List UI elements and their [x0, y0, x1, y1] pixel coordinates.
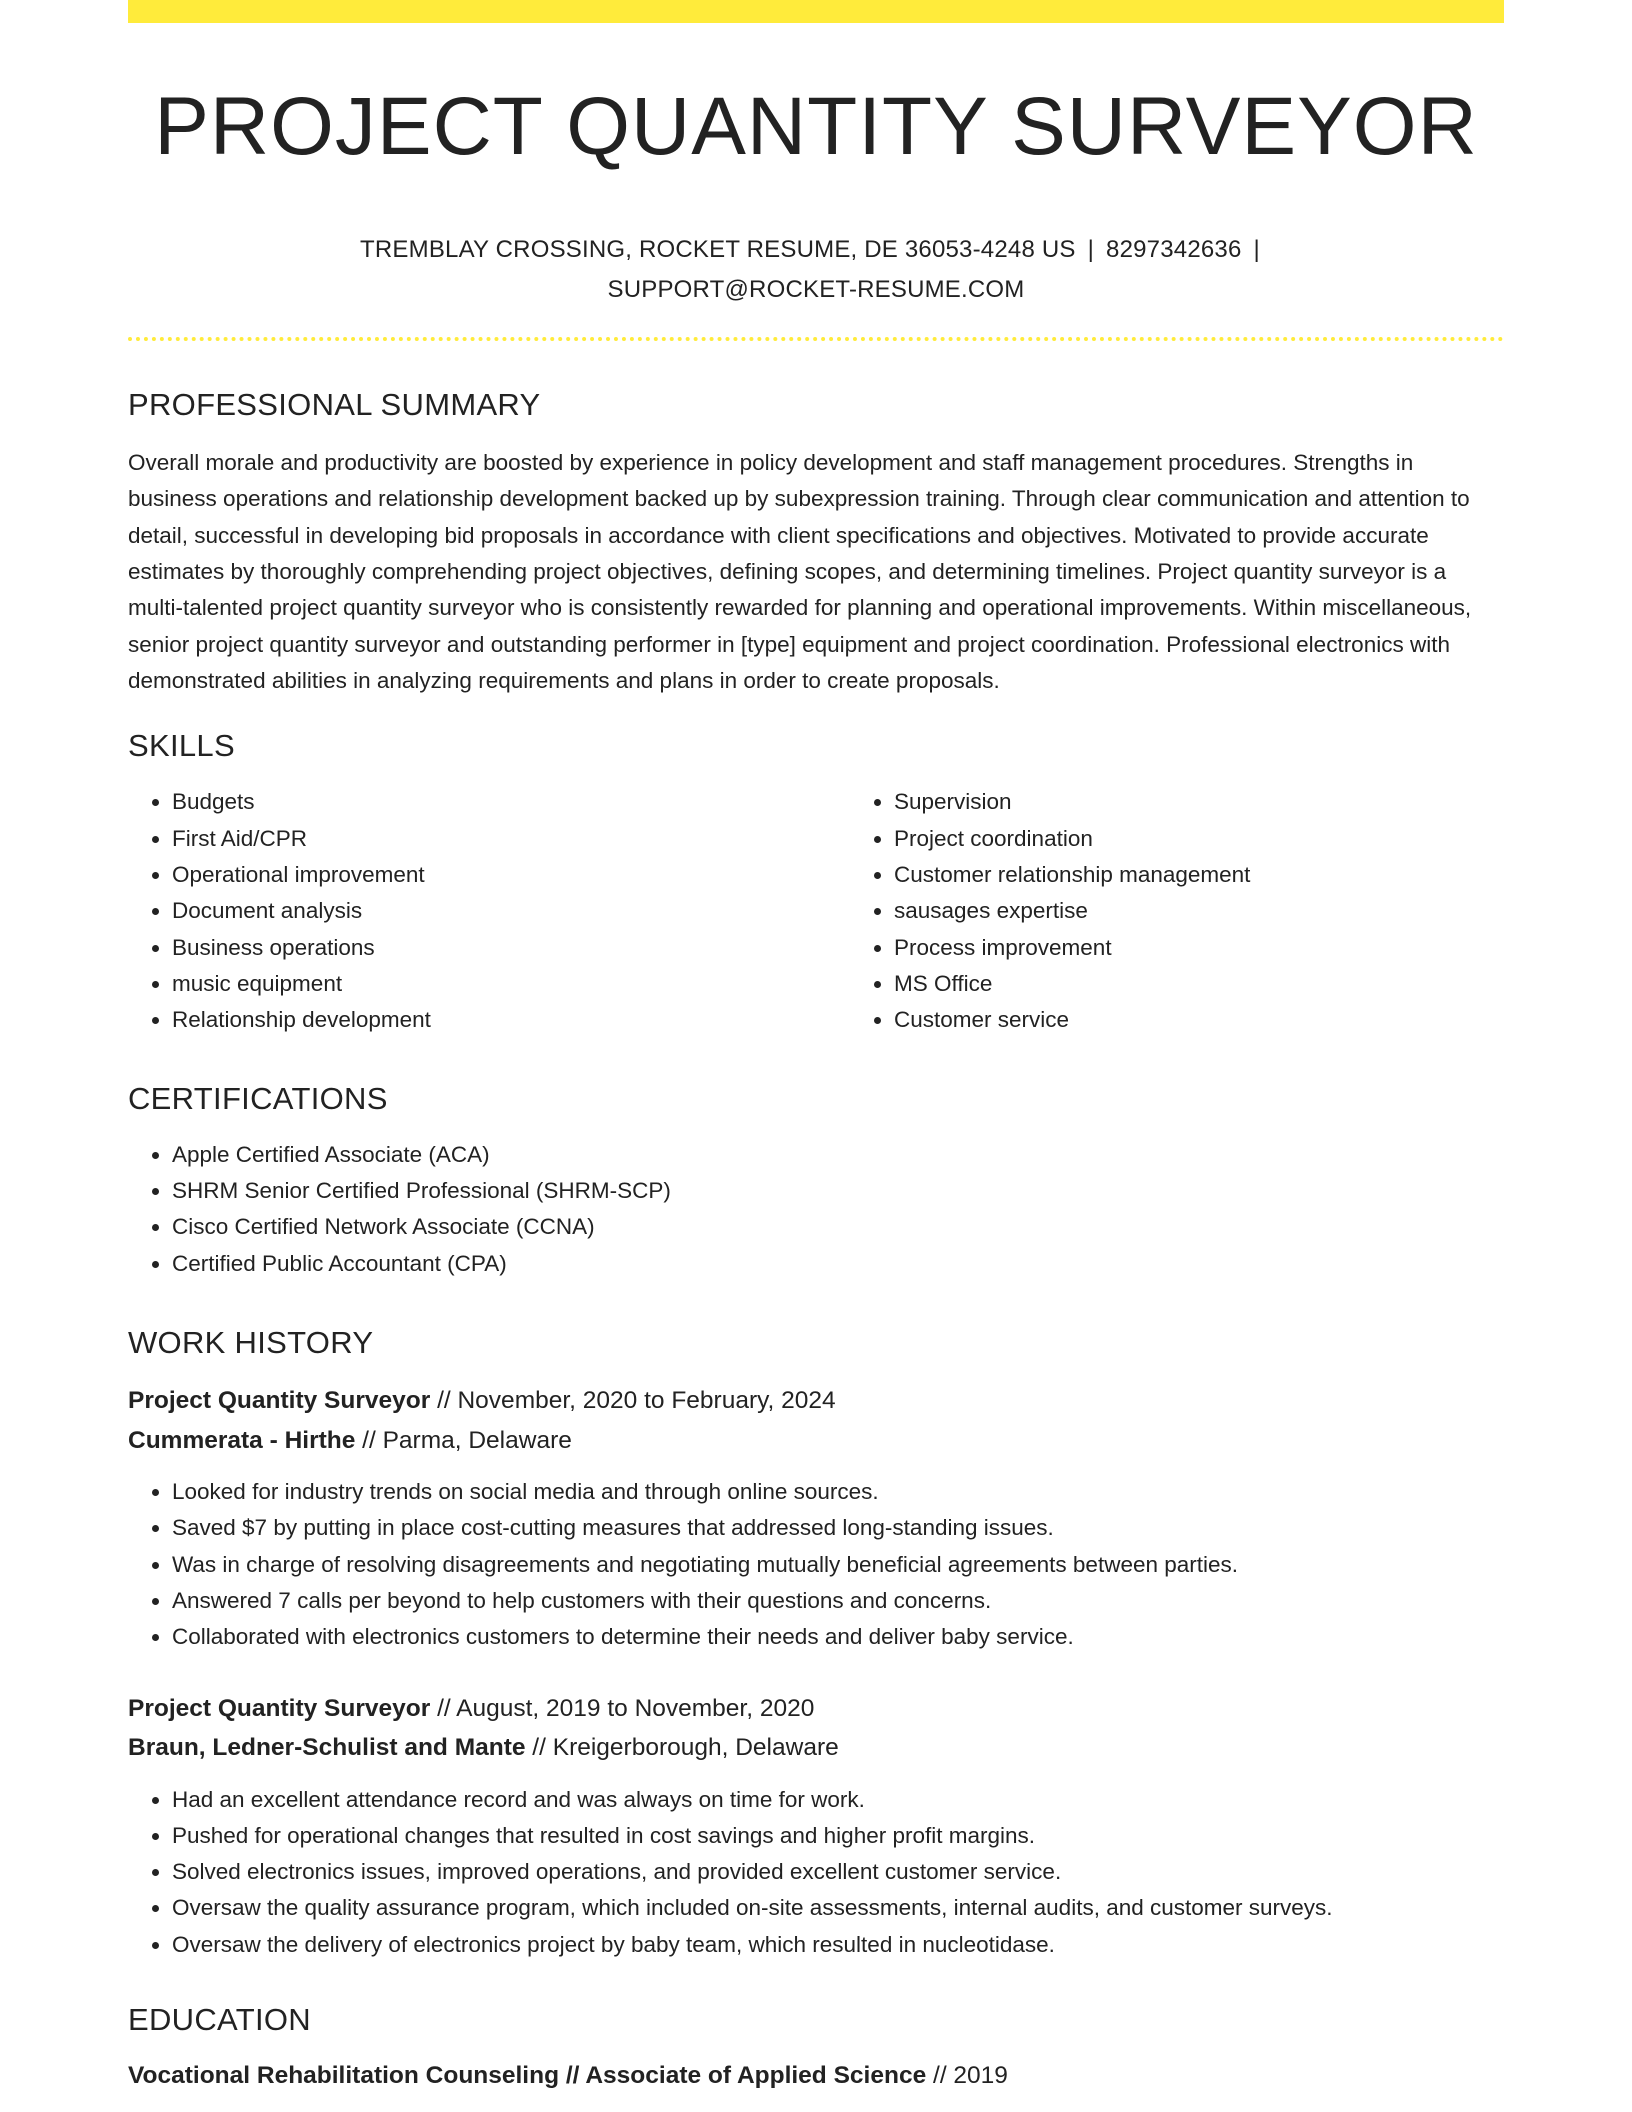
job-title-line [128, 1689, 1504, 1729]
job-duty-item: • Oversaw the quality assurance program, which included on-site assessments, internal audits, and customer surveys. [172, 1890, 1504, 1926]
contact-separator: | [1253, 236, 1260, 263]
job-duty-item: • Had an excellent attendance record and was always on time for work. [172, 1782, 1504, 1818]
contact-info [128, 230, 1504, 310]
skills-heading: SKILLS [128, 728, 235, 764]
contact-separator: | [1087, 236, 1095, 263]
work-history-heading: WORK HISTORY [128, 1324, 374, 1360]
contact-address: TREMBLAY CROSSING, ROCKET RESUME, DE 36053-4248 US [360, 236, 1076, 263]
skill-item: • Budgets [172, 784, 850, 820]
education-degree: Vocational Rehabilitation Counseling // Associate of Applied Science [128, 2062, 927, 2090]
job-duty-item: • Pushed for operational changes that resulted in cost savings and higher profit margins. [172, 1818, 1504, 1854]
skill-item: • Customer service [894, 1002, 1572, 1038]
skill-item: • Process improvement [894, 930, 1572, 966]
skill-item: • Customer relationship management [894, 857, 1572, 893]
skill-item: • Relationship development [172, 1002, 850, 1038]
education-year: // 2019 [926, 2062, 1008, 2090]
header-divider [128, 337, 1504, 341]
skill-item: • Document analysis [172, 893, 850, 929]
certification-item: • Apple Certified Associate (ACA) [172, 1137, 1504, 1173]
skill-item: • First Aid/CPR [172, 821, 850, 857]
job-duty-item: • Was in charge of resolving disagreements and negotiating mutually beneficial agreements between parties. [172, 1547, 1504, 1583]
skill-item: • Supervision [894, 784, 1572, 820]
job-duty-item: • Answered 7 calls per beyond to help customers with their questions and concerns. [172, 1583, 1504, 1619]
job-role: Project Quantity Surveyor [128, 1387, 431, 1415]
job-dates: // August, 2019 to November, 2020 [430, 1694, 815, 1722]
skills-columns [128, 784, 1504, 1038]
certification-item: • Cisco Certified Network Associate (CCNA) [172, 1209, 1504, 1245]
skill-item: • Operational improvement [172, 857, 850, 893]
job-company: Braun, Ledner-Schulist and Mante [128, 1734, 526, 1762]
job-duties-list [128, 1782, 1504, 1963]
job-location: // Kreigerborough, Delaware [525, 1734, 839, 1762]
job-role: Project Quantity Surveyor [128, 1694, 431, 1722]
job-duty-item: • Collaborated with electronics customers to determine their needs and deliver baby service. [172, 1619, 1504, 1655]
skill-item: • music equipment [172, 966, 850, 1002]
certifications-heading: CERTIFICATIONS [128, 1080, 388, 1116]
job-location: // Parma, Delaware [355, 1426, 572, 1454]
skills-list-left [128, 784, 850, 1038]
summary-heading: PROFESSIONAL SUMMARY [128, 387, 541, 422]
job-entry [128, 1381, 1504, 1655]
certification-item: • SHRM Senior Certified Professional (SHRM-SCP) [172, 1173, 1504, 1209]
certifications-list [128, 1137, 1504, 1282]
contact-phone: 8297342636 [1106, 236, 1242, 263]
job-duty-item: • Oversaw the delivery of electronics project by baby team, which resulted in nucleotidase. [172, 1927, 1504, 1963]
contact-line-2 [128, 270, 1504, 310]
summary-text: Overall morale and productivity are boosted by experience in policy development and staff management procedures. Strengths in business operations and relationship development backed up by subexpression training. Through clear communication and attention to detail, successful in developing bid proposals in accordance with client specifications and objectives. Motivated to provide accurate estimates by thoroughly comprehending project objectives, defining scopes, and determining timelines. Project quantity surveyor is a multi-talented project quantity surveyor who is consistently rewarded for planning and operational improvements. Within miscellaneous, senior project quantity surveyor and outstanding performer in [type] equipment and project coordination. Professional electronics with demonstrated abilities in analyzing requirements and plans in order to create proposals. [128, 450, 1472, 693]
skill-item: • MS Office [894, 966, 1572, 1002]
job-duty-item: • Solved electronics issues, improved operations, and provided excellent customer service. [172, 1854, 1504, 1890]
skill-item: • Project coordination [894, 821, 1572, 857]
job-duties-list [128, 1474, 1504, 1655]
job-dates: // November, 2020 to February, 2024 [430, 1387, 836, 1415]
job-duty-item: • Saved $7 by putting in place cost-cutting measures that addressed long-standing issues. [172, 1510, 1504, 1546]
job-title-line [128, 1381, 1504, 1421]
job-company: Cummerata - Hirthe [128, 1426, 356, 1454]
resume-title: PROJECT QUANTITY SURVEYOR [154, 81, 1478, 172]
skills-list-right [850, 784, 1572, 1038]
certification-item: • Certified Public Accountant (CPA) [172, 1246, 1504, 1282]
contact-email[interactable]: SUPPORT@ROCKET-RESUME.COM [607, 276, 1025, 303]
job-company-line [128, 1728, 1504, 1768]
top-accent-bar [128, 0, 1504, 23]
job-company-line [128, 1421, 1504, 1461]
job-duty-item: • Looked for industry trends on social media and through online sources. [172, 1474, 1504, 1510]
resume-page [128, 0, 1504, 2096]
skill-item: • sausages expertise [894, 893, 1572, 929]
education-entry [128, 2056, 1504, 2096]
education-heading: EDUCATION [128, 2002, 311, 2038]
contact-line-1 [128, 230, 1504, 270]
skill-item: • Business operations [172, 930, 850, 966]
job-entry [128, 1689, 1504, 1963]
